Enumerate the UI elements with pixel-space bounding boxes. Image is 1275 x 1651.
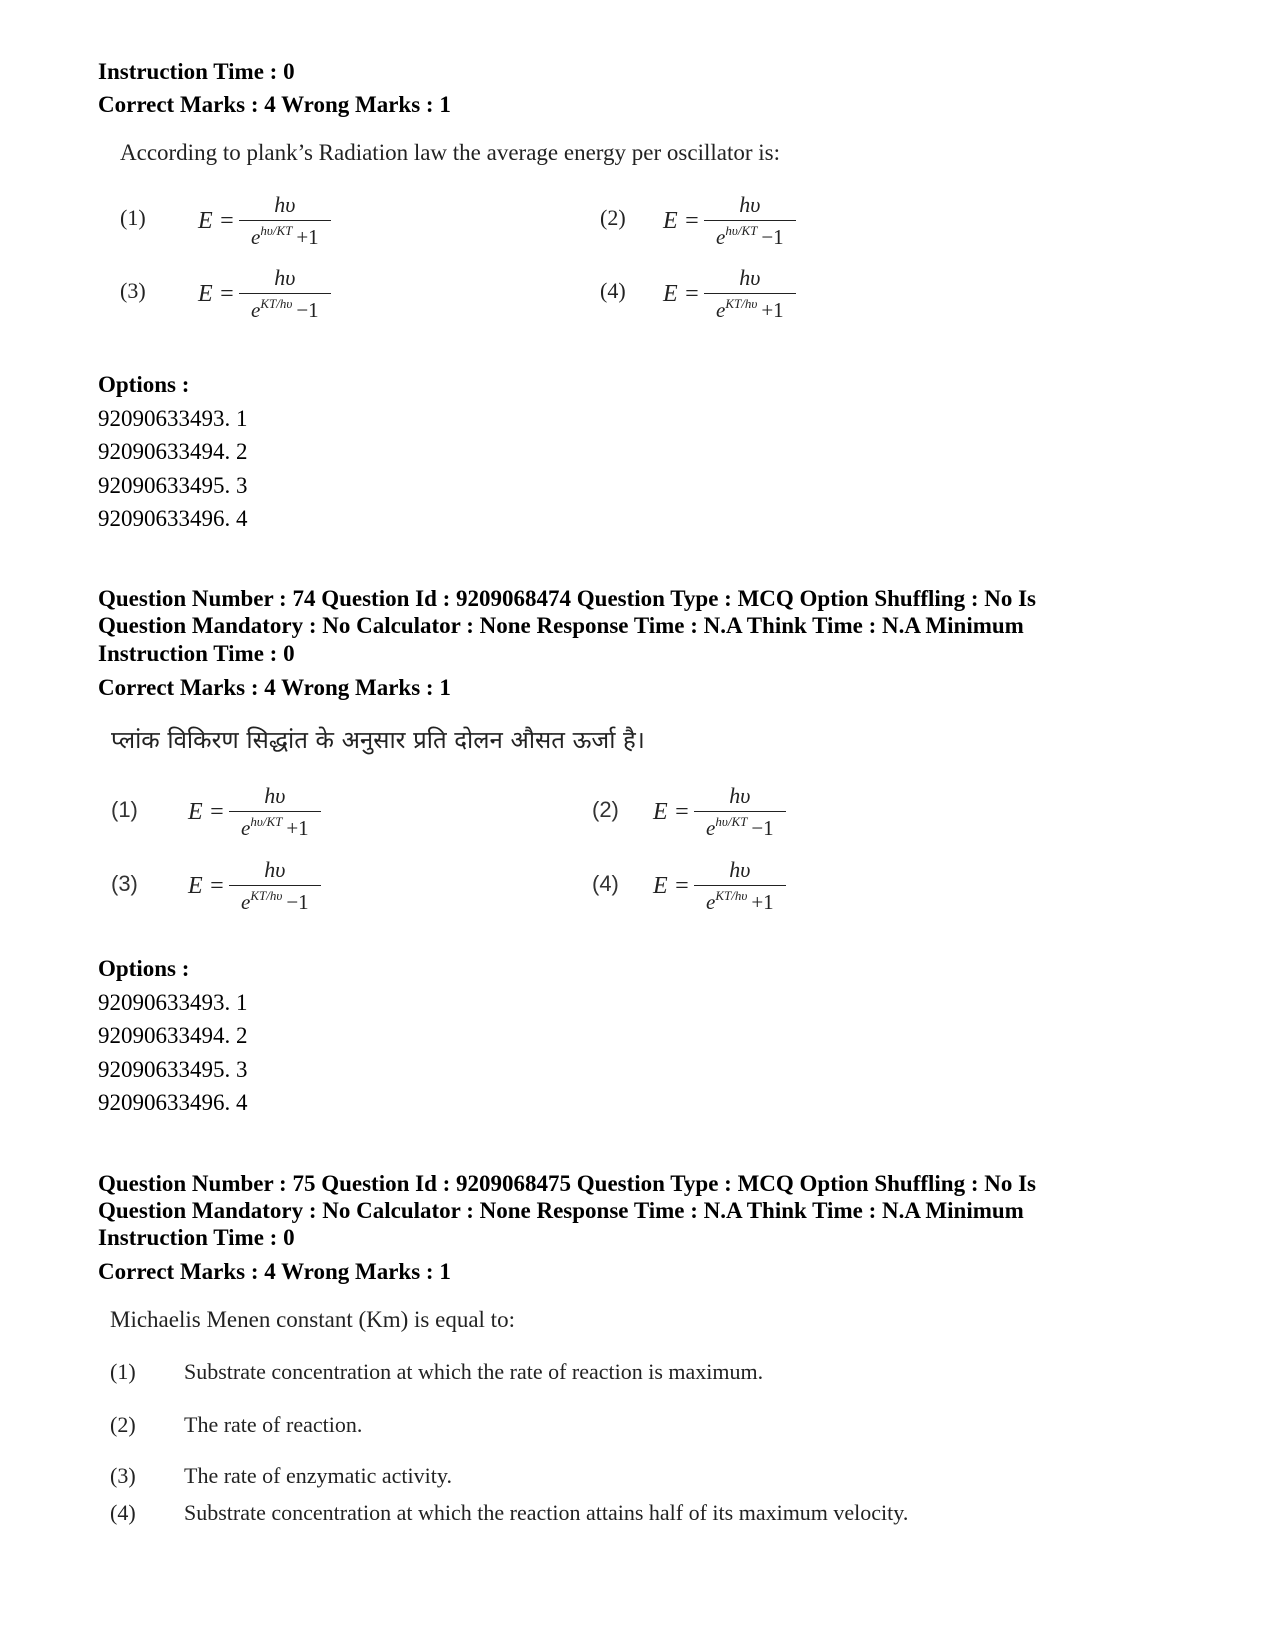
choice-number: (3) — [110, 1463, 136, 1488]
choice-number: (4) — [592, 871, 619, 896]
formula-exponent: KT/hυ — [725, 296, 758, 311]
formula-exponent: KT/hυ — [260, 296, 293, 311]
formula-tail: −1 — [751, 816, 774, 840]
marks-line: Correct Marks : 4 Wrong Marks : 1 — [98, 675, 451, 700]
question-text: Michaelis Menen constant (Km) is equal to: — [110, 1307, 515, 1332]
option-line: 92090633495. 3 — [98, 473, 248, 498]
question-header: Question Mandatory : No Calculator : None Response Time : N.A Think Time : N.A Minimum — [98, 1198, 1024, 1223]
choice-formula: E = $\frac{h\upsilon}{e^{h\upsilon/KT} -1}$ — [663, 192, 796, 250]
formula-exponent: hυ/KT — [725, 223, 758, 238]
choice-number: (1) — [120, 205, 146, 230]
choice-text: Substrate concentration at which the reaction attains half of its maximum velocity. — [184, 1500, 909, 1525]
choice-formula: E = $\frac{h\upsilon}{e^{h\upsilon/KT} -1}$ — [653, 783, 786, 841]
formula-numerator: hυ — [239, 192, 331, 221]
marks-line: Correct Marks : 4 Wrong Marks : 1 — [98, 92, 451, 117]
choice-number: (1) — [110, 1359, 136, 1384]
choice-number: (2) — [110, 1412, 136, 1437]
formula-tail: +1 — [286, 816, 309, 840]
option-line: 92090633495. 3 — [98, 1057, 248, 1082]
option-line: 92090633494. 2 — [98, 1023, 248, 1048]
choice-text: Substrate concentration at which the rate of reaction is maximum. — [184, 1359, 764, 1384]
formula-exponent: hυ/KT — [250, 814, 283, 829]
formula-tail: −1 — [761, 225, 784, 249]
options-label: Options : — [98, 372, 190, 397]
formula-tail: +1 — [296, 225, 319, 249]
formula-exponent: hυ/KT — [715, 814, 748, 829]
choice-number: (3) — [120, 278, 146, 303]
choice-formula: E = $\frac{h\upsilon}{e^{h\upsilon/KT} +1}$ — [198, 192, 331, 250]
instruction-time: Instruction Time : 0 — [98, 59, 295, 84]
choice-number: (1) — [111, 797, 138, 822]
formula-numerator: hυ — [704, 265, 796, 294]
choice-number: (4) — [110, 1500, 136, 1525]
formula-numerator: hυ — [239, 265, 331, 294]
formula-lhs: E = — [663, 207, 700, 234]
choice-number: (3) — [111, 871, 138, 896]
formula-numerator: hυ — [229, 783, 321, 812]
option-line: 92090633494. 2 — [98, 439, 248, 464]
question-header: Question Number : 74 Question Id : 9209068474 Question Type : MCQ Option Shuffling : No Is — [98, 586, 1037, 611]
formula-lhs: E = — [188, 872, 225, 899]
formula-lhs: E = — [198, 280, 235, 307]
formula-numerator: hυ — [694, 783, 786, 812]
formula-lhs: E = — [653, 798, 690, 825]
question-header: Question Number : 75 Question Id : 9209068475 Question Type : MCQ Option Shuffling : No Is — [98, 1171, 1037, 1196]
formula-lhs: E = — [188, 798, 225, 825]
question-text: According to plank’s Radiation law the average energy per oscillator is: — [120, 140, 780, 165]
choice-number: (2) — [592, 797, 619, 822]
choice-number: (4) — [600, 278, 626, 303]
formula-numerator: hυ — [694, 857, 786, 886]
choice-text: The rate of enzymatic activity. — [184, 1463, 452, 1488]
marks-line: Correct Marks : 4 Wrong Marks : 1 — [98, 1259, 451, 1284]
formula-exponent: hυ/KT — [260, 223, 293, 238]
formula-tail: +1 — [751, 890, 774, 914]
formula-tail: −1 — [296, 298, 319, 322]
option-line: 92090633496. 4 — [98, 1090, 248, 1115]
choice-formula: E = $\frac{h\upsilon}{e^{KT/h\upsilon} +1}$ — [663, 265, 796, 323]
instruction-time: Instruction Time : 0 — [98, 641, 295, 666]
option-line: 92090633496. 4 — [98, 506, 248, 531]
choice-formula: E = $\frac{h\upsilon}{e^{KT/h\upsilon} -1}$ — [188, 857, 321, 915]
choice-formula: E = $\frac{h\upsilon}{e^{h\upsilon/KT} +1}$ — [188, 783, 321, 841]
option-line: 92090633493. 1 — [98, 990, 248, 1015]
choice-number: (2) — [600, 205, 626, 230]
formula-lhs: E = — [653, 872, 690, 899]
options-label: Options : — [98, 956, 190, 981]
formula-tail: −1 — [286, 890, 309, 914]
formula-tail: +1 — [761, 298, 784, 322]
choice-formula: E = $\frac{h\upsilon}{e^{KT/h\upsilon} +1}$ — [653, 857, 786, 915]
formula-numerator: hυ — [704, 192, 796, 221]
formula-lhs: E = — [198, 207, 235, 234]
formula-numerator: hυ — [229, 857, 321, 886]
formula-lhs: E = — [663, 280, 700, 307]
instruction-time: Instruction Time : 0 — [98, 1225, 295, 1250]
question-text: प्लांक विकिरण सिद्धांत के अनुसार प्रति दोलन औसत ऊर्जा है। — [111, 726, 645, 754]
choice-formula: E = $\frac{h\upsilon}{e^{KT/h\upsilon} -1}$ — [198, 265, 331, 323]
formula-exponent: KT/hυ — [250, 888, 283, 903]
choice-text: The rate of reaction. — [184, 1412, 363, 1437]
question-header: Question Mandatory : No Calculator : None Response Time : N.A Think Time : N.A Minimum — [98, 613, 1024, 638]
option-line: 92090633493. 1 — [98, 406, 248, 431]
formula-exponent: KT/hυ — [715, 888, 748, 903]
